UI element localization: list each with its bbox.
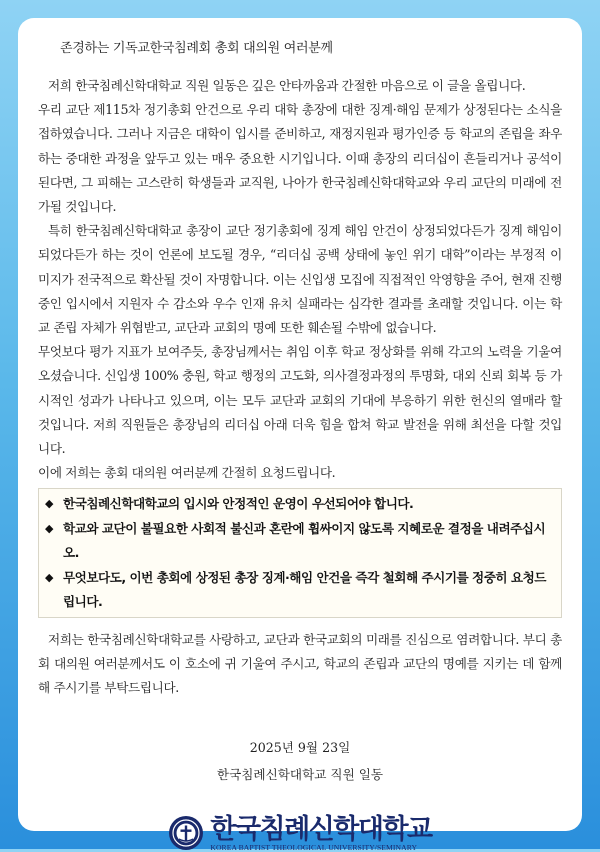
request-item bbox=[45, 517, 555, 566]
paragraph-context: 우리 교단 제115차 정기총회 안건으로 우리 대학 총장에 대한 징계·해임 문제가 상정된다는 소식을 접하였습니다. 그러나 지금은 대학이 입시를 준비하고, 재정지원과 평가인증 등 학교의 존립을 좌우하는 중대한 과정을 앞두고 있는 매우 중요한 시기입니다. 이때 총장의 리더십이 흔들리거나 공석이 된다면, 그 피해는 고스란히 학생들과 교직원, 나아가 한국침례신학대학교와 우리 교단의 미래에 전가될 것입니다. bbox=[38, 102, 562, 215]
letter-card bbox=[18, 18, 582, 852]
letter-signature: 한국침례신학대학교 직원 일동 bbox=[216, 766, 384, 782]
closing-block bbox=[38, 628, 562, 701]
logo-name-korean: 한국침례신학대학교 bbox=[210, 813, 432, 845]
diamond-bullet-icon: ◆ bbox=[45, 521, 53, 535]
paragraph-request-intro: 이에 저희는 총회 대의원 여러분께 간절히 요청드립니다. bbox=[38, 465, 336, 481]
paragraph-concern: 특히 한국침례신학대학교 총장이 교단 정기총회에 징계 해임 안건이 상정되었다든가 징계 해임이 되었다든가 하는 것이 언론에 보도될 경우, “리더십 공백 상태에 놓인 위기 대학”이라는 부정적 이미지가 전국적으로 확산될 것이 자명합니다. 이는 신입생 모집에 직접적인 악영향을 주어, 현재 진행 중인 입시에서 지원자 수 감소와 우수 인재 유치 실패라는 심각한 결과를 초래할 것입니다. 이는 학교 존립 자체가 위협받고, 교단과 교회의 명예 또한 훼손될 수밖에 없습니다. bbox=[38, 223, 562, 336]
diamond-bullet-icon: ◆ bbox=[45, 570, 53, 584]
logo-name-english: KOREA BAPTIST THEOLOGICAL UNIVERSITY/SEMINARY bbox=[210, 842, 418, 852]
paragraph-intro: 저희 한국침례신학대학교 직원 일동은 깊은 안타까움과 간절한 마음으로 이 글을 올립니다. bbox=[48, 78, 526, 93]
request-item bbox=[45, 492, 555, 517]
request-text: 학교와 교단이 불필요한 사회적 불신과 혼란에 휩싸이지 않도록 지혜로운 결정을 내려주십시오. bbox=[63, 520, 546, 561]
request-text: 무엇보다도, 이번 총회에 상정된 총장 징계·해임 안건을 즉각 철회해 주시기를 정중히 요청드립니다. bbox=[63, 569, 546, 610]
request-box bbox=[38, 488, 562, 618]
salutation: 존경하는 기독교한국침례회 총회 대의원 여러분께 bbox=[60, 41, 333, 56]
diamond-bullet-icon: ◆ bbox=[45, 497, 53, 511]
paragraph-achievements: 무엇보다 평가 지표가 보여주듯, 총장님께서는 취임 이후 학교 정상화를 위해 각고의 노력을 기울여 오셨습니다. 신입생 100% 충원, 학교 행정의 고도화, 의사결정과정의 투명화, 대외 신뢰 회복 등 가시적인 성과가 나타나고 있으며, 이는 모두 교단과 교회의 기대에 부응하기 위한 헌신의 열매라 할 것입니다. 저희 직원들은 총장님의 리더십 아래 더욱 힘을 합쳐 학교 발전을 위해 최선을 다할 것입니다. bbox=[38, 344, 562, 457]
request-text: 한국침례신학대학교의 입시와 안정적인 운영이 우선되어야 합니다. bbox=[63, 496, 414, 512]
university-logo bbox=[38, 815, 562, 852]
paragraph-closing: 저희는 한국침례신학대학교를 사랑하고, 교단과 한국교회의 미래를 진심으로 염려합니다. 부디 총회 대의원 여러분께서도 이 호소에 귀 기울여 주시고, 학교의 존립과 교단의 명예를 지키는 데 함께해 주시기를 부탁드립니다. bbox=[38, 631, 562, 696]
university-seal-icon bbox=[168, 815, 204, 851]
letter-body bbox=[38, 74, 562, 485]
request-item bbox=[45, 566, 555, 615]
letter-date: 2025년 9월 23일 bbox=[249, 739, 351, 755]
